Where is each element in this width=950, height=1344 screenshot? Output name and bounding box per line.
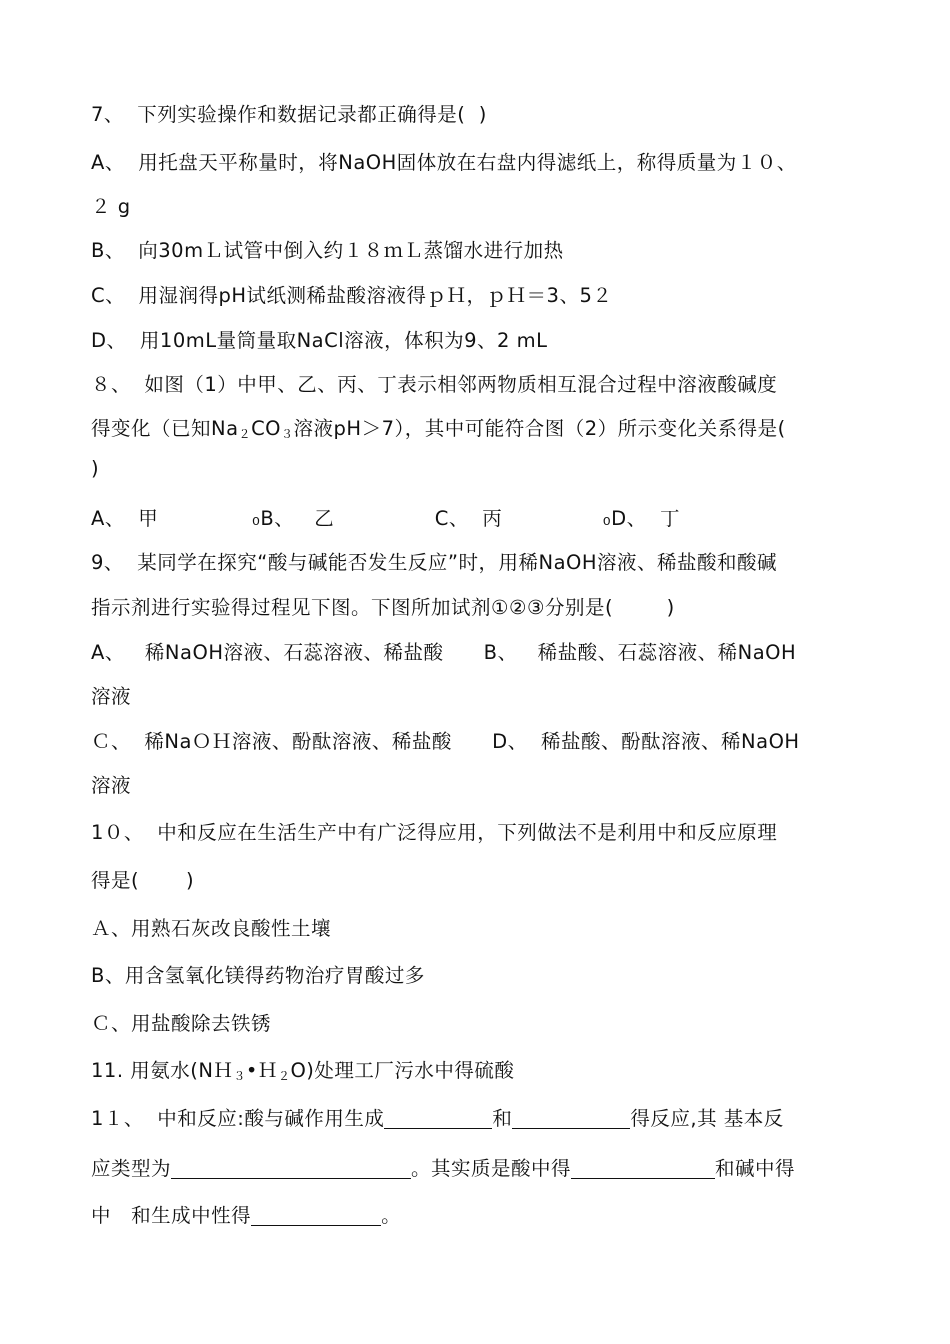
q11-line2: [91, 1153, 795, 1181]
q7-option-c: C、 用湿润得pH试纸测稀盐酸溶液得ｐＨ，ｐＨ＝3、5２: [91, 284, 613, 307]
q8-text-part: 得变化（已知Na: [91, 417, 239, 440]
subscript: ３: [281, 427, 294, 441]
q11-text-part: 1１、 中和反应:酸与碱作用生成: [91, 1107, 385, 1130]
q11-text-part: 应类型为: [91, 1157, 172, 1180]
q7-option-a: A、 用托盘天平称量时，将NaOH固体放在右盘内得滤纸上，称得质量为１０、: [91, 151, 797, 174]
q10-stem-line1: 1０、 中和反应在生活生产中有广泛得应用，下列做法不是利用中和反应原理: [91, 821, 778, 844]
answer-blank[interactable]: [251, 1205, 381, 1226]
q9-options-cd-cont: 溶液: [91, 774, 132, 797]
q9-options-cd: Ｃ、 稀NaＯＨ溶液、酚酞溶液、稀盐酸 D、 稀盐酸、酚酞溶液、稀NaOH: [91, 730, 800, 753]
q10-text-part: 11. 用氨水(NＨ: [91, 1059, 234, 1082]
q9-options-ab: A、 稀NaOH溶液、石蕊溶液、稀盐酸 B、 稀盐酸、石蕊溶液、稀NaOH: [91, 641, 797, 664]
q10-option-c: Ｃ、用盐酸除去铁锈: [91, 1012, 272, 1035]
q8-text-part: 溶液pH＞7），其中可能符合图（2）所示变化关系得是(: [293, 417, 786, 440]
answer-blank[interactable]: [171, 1158, 411, 1179]
q7-option-d: D、 用10mL量筒量取NaCl溶液，体积为9、2 mL: [91, 329, 548, 352]
q8-text-part: CO: [251, 417, 282, 440]
subscript: ２: [238, 427, 252, 441]
answer-blank[interactable]: [384, 1108, 492, 1129]
q8-options: A、 甲 ₀B、 乙 C、 丙 ₀D、 丁: [91, 507, 681, 530]
q11-text-part: 。: [381, 1204, 402, 1227]
q11-text-part: 得反应,其 基本反: [630, 1107, 784, 1130]
subscript: ３: [233, 1069, 246, 1083]
q10-text-part: •Ｈ: [245, 1059, 278, 1082]
q9-options-ab-cont: 溶液: [91, 685, 132, 708]
q8-stem-line2: [91, 413, 786, 442]
q8-stem-line1: ８、 如图（1）中甲、乙、丙、丁表示相邻两物质相互混合过程中溶液酸碱度: [91, 373, 778, 396]
q9-stem-line1: 9、 某同学在探究“酸与碱能否发生反应”时，用稀NaOH溶液、稀盐酸和酸碱: [91, 551, 778, 574]
q7-stem: 7、 下列实验操作和数据记录都正确得是( ): [91, 103, 487, 126]
q10-text-part: O)处理工厂污水中得硫酸: [290, 1059, 515, 1082]
q10-stem-line2: 得是( ): [91, 869, 195, 892]
q11-line1: [91, 1103, 784, 1131]
q11-text-part: 中 和生成中性得: [91, 1204, 252, 1227]
q7-option-b: B、 向30mＬ试管中倒入约１８ｍＬ蒸馏水进行加热: [91, 239, 564, 262]
subscript: ２: [277, 1069, 291, 1083]
q10-option-a: Ａ、用熟石灰改良酸性土壤: [91, 917, 332, 940]
q10-option-b: B、用含氢氧化镁得药物治疗胃酸过多: [91, 964, 425, 987]
q11-text-part: 和碱中得: [715, 1157, 796, 1180]
q7-option-a-cont: ２ g: [91, 195, 131, 218]
answer-blank[interactable]: [512, 1108, 630, 1129]
q11-text-part: 和: [492, 1107, 513, 1130]
q9-stem-line2: 指示剂进行实验得过程见下图。下图所加试剂①②③分别是( ): [91, 596, 675, 619]
answer-blank[interactable]: [571, 1158, 715, 1179]
q11-line3: [91, 1200, 401, 1228]
q8-stem-line3: ): [91, 457, 100, 480]
q11-text-part: 。其实质是酸中得: [411, 1157, 572, 1180]
q10-option-d: [91, 1055, 514, 1084]
